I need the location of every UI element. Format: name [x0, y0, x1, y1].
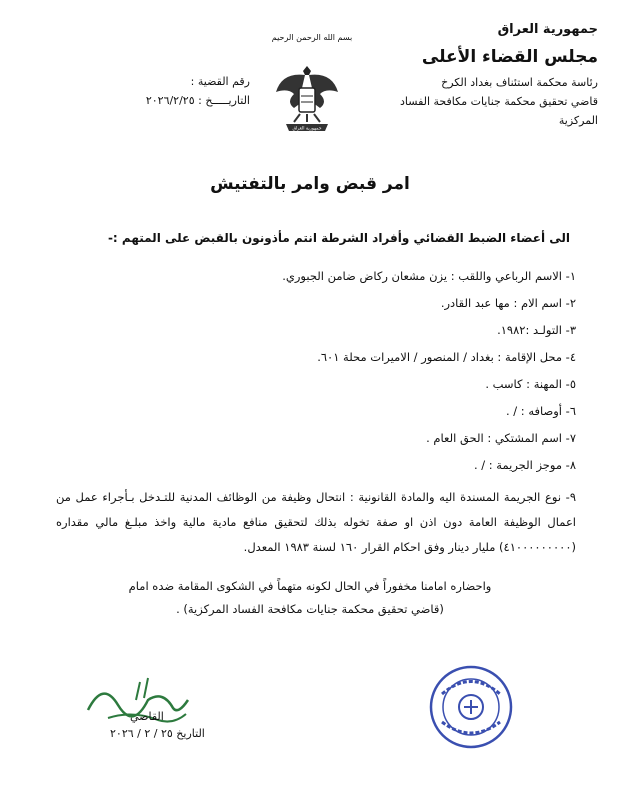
document-title: امر قبض وامر بالتفتيش: [210, 174, 410, 194]
country-name: جمهورية العراق: [497, 22, 598, 37]
closing-text: [0, 575, 620, 621]
judge-line-1: قاضي تحقيق محكمة جنايات مكافحة الفساد: [400, 95, 598, 108]
case-info: [90, 72, 250, 110]
list-item: ٨- موجز الجريمة : / .: [473, 458, 576, 472]
crime-description: ٩- نوع الجريمة المسندة اليه والمادة القانونية : انتحال وظيفة من الوظائف المدنية للتـدخل بـأجراء عمل من اعمال الوظيفة العامة دون اذن او صفة تخوله بذلك لتحقيق منافع مادية مالية واخذ مبلـغ مالي مقداره (٤١٠٠٠٠٠٠٠٠٠) مليار دينار وفق احكام القرار ١٦٠ لسنة ١٩٨٣ المعدل.: [56, 490, 576, 554]
eagle-emblem-icon: [272, 58, 342, 138]
basmala: بسم الله الرحمن الرحيم: [271, 33, 353, 42]
list-item: ١- الاسم الرباعي واللقب : يزن مشعان ركاض ضامن الجبوري.: [282, 269, 576, 283]
court-stamp-icon: [428, 664, 514, 750]
judge-line-2: المركزية: [558, 114, 598, 127]
council-name: مجلس القضاء الأعلى: [421, 47, 598, 67]
presidency-line: رئاسة محكمة استئناف بغداد الكرخ: [441, 76, 598, 89]
issuing-authority: [388, 22, 598, 130]
footer-date: التاريخ ٢٥ / ٢ / ٢٠٢٦: [110, 727, 205, 740]
header-date: التاريـــــخ : ٢٠٢٦/٢/٢٥: [145, 94, 250, 107]
closing-line-2: (قاضي تحقيق محكمة جنايات مكافحة الفساد المركزية) .: [176, 602, 444, 616]
list-item: ٤- محل الإقامة : بغداد / المنصور / الاميرات محلة ٦٠١.: [317, 350, 576, 364]
list-item: ٦- أوصافه : / .: [505, 404, 576, 418]
emblem-banner-text: جمهورية العراق: [292, 126, 322, 132]
list-item: ٣- التولـد :١٩٨٢.: [497, 323, 576, 337]
intro-text: الى أعضاء الضبط القضائي وأفراد الشرطة انتم مأذونون بالقبض على المتهم :-: [107, 231, 570, 245]
closing-line-1: واحضاره امامنا مخفوراً في الحال لكونه متهماً في الشكوى المقامة ضده امام: [128, 579, 492, 593]
court-details: [388, 73, 598, 130]
suspect-details: [56, 269, 576, 560]
list-item: ٥- المهنة : كاسب .: [485, 377, 576, 391]
list-item: ٧- اسم المشتكي : الحق العام .: [426, 431, 576, 445]
judge-label: القاضي: [130, 710, 164, 723]
list-item: ٢- اسم الام : مها عبد القادر.: [440, 296, 576, 310]
case-number-label: رقم القضية :: [190, 75, 250, 88]
